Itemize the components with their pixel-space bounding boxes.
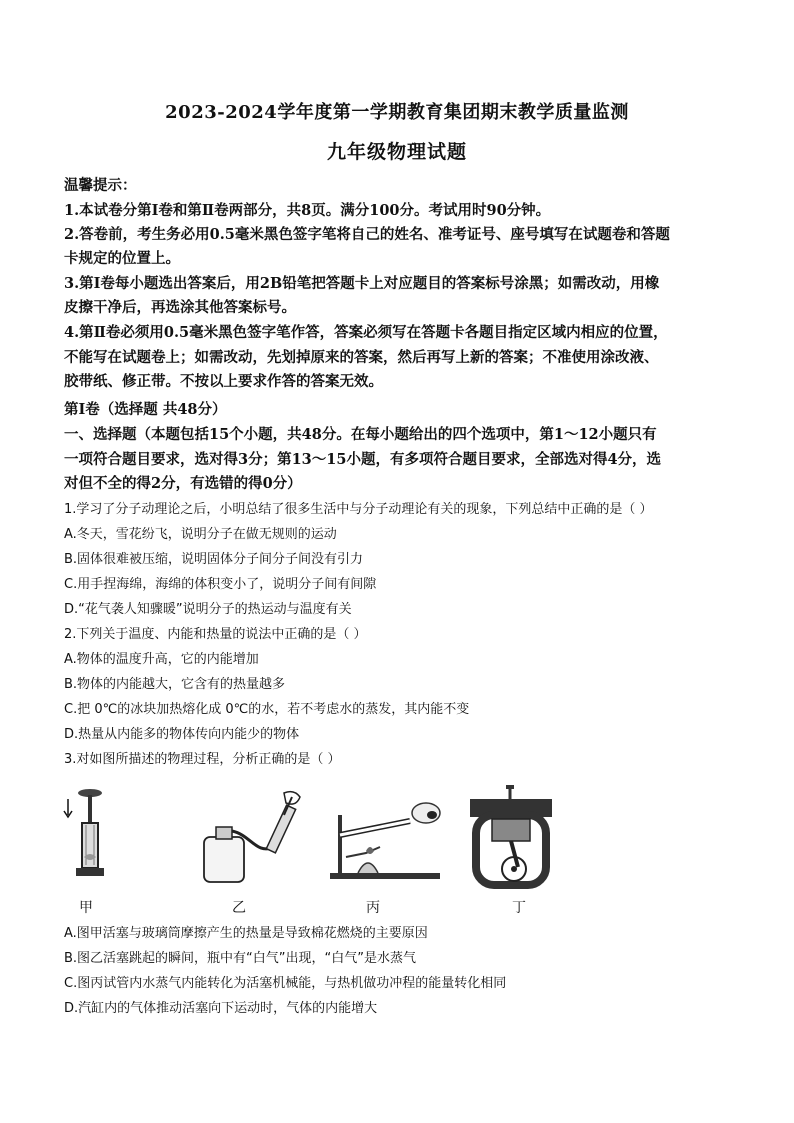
tips-line: 胶带纸、修正带。不按以上要求作答的答案无效。 bbox=[64, 373, 383, 390]
question-2-option-b: B.物体的内能越大，它含有的热量越多 bbox=[64, 677, 286, 692]
tips-line: 不能写在试题卷上；如需改动，先划掉原来的答案，然后再写上新的答案；不准使用涂改液、 bbox=[64, 349, 659, 366]
tips-line: 皮擦干净后，再选涂其他答案标号。 bbox=[64, 299, 296, 316]
exam-title: 2023-2024学年度第一学期教育集团期末教学质量监测 bbox=[165, 102, 629, 123]
engine-cylinder-figure bbox=[466, 785, 556, 895]
question-3-option-b: B.图乙活塞跳起的瞬间，瓶中有“白气”出现，“白气”是水蒸气 bbox=[64, 951, 416, 966]
question-3-option-d: D.汽缸内的气体推动活塞向下运动时，气体的内能增大 bbox=[64, 1001, 378, 1016]
question-1-stem: 1.学习了分子动理论之后，小明总结了很多生活中与分子动理论有关的现象，下列总结中正确的是（ ） bbox=[64, 502, 653, 517]
question-1-option-d: D.“花气袭人知骤暖”说明分子的热运动与温度有关 bbox=[64, 602, 352, 617]
question-2-stem: 2.下列关于温度、内能和热量的说法中正确的是（ ） bbox=[64, 627, 367, 642]
tips-line: 1.本试卷分第Ⅰ卷和第Ⅱ卷两部分，共8页。满分100分。考试用时90分钟。 bbox=[64, 202, 551, 219]
tips-line: 卡规定的位置上。 bbox=[64, 250, 180, 267]
question-3-option-a: A.图甲活塞与玻璃筒摩擦产生的热量是导致棉花燃烧的主要原因 bbox=[64, 926, 428, 941]
pump-bottle-figure bbox=[196, 785, 316, 885]
tips-line: 4.第Ⅱ卷必须用0.5毫米黑色签字笔作答，答案必须写在答题卡各题目指定区域内相应的位置， bbox=[64, 324, 668, 341]
section-instructions: 对但不全的得2分，有选错的得0分） bbox=[64, 475, 302, 492]
tips-heading: 温馨提示： bbox=[64, 177, 137, 194]
part1-heading: 第Ⅰ卷（选择题 共48分） bbox=[64, 401, 227, 418]
fire-piston-figure bbox=[62, 785, 112, 885]
question-2-option-c: C.把 0℃的冰块加热熔化成 0℃的水，若不考虑水的蒸发，其内能不变 bbox=[64, 702, 470, 717]
tips-line: 3.第Ⅰ卷每小题选出答案后，用2B铅笔把答题卡上对应题目的答案标号涂黑；如需改动，用橡 bbox=[64, 275, 660, 292]
section-instructions: 一、选择题（本题包括15个小题，共48分。在每小题给出的四个选项中，第1～12小题只有 bbox=[64, 426, 657, 443]
figure-label-yi: 乙 bbox=[232, 900, 246, 916]
figure-label-jia: 甲 bbox=[79, 900, 93, 916]
question-2-option-d: D.热量从内能多的物体传向内能少的物体 bbox=[64, 727, 300, 742]
question-1-option-c: C.用手捏海绵，海绵的体积变小了，说明分子间有间隙 bbox=[64, 577, 377, 592]
figure-label-ding: 丁 bbox=[512, 900, 526, 916]
section-instructions: 一项符合题目要求，选对得3分；第13～15小题，有多项符合题目要求，全部选对得4分，选 bbox=[64, 451, 662, 468]
tips-line: 2.答卷前，考生务必用0.5毫米黑色签字笔将自己的姓名、准考证号、座号填写在试题卷和答题 bbox=[64, 226, 670, 243]
test-tube-heating-figure bbox=[328, 785, 458, 885]
question-2-option-a: A.物体的温度升高，它的内能增加 bbox=[64, 652, 259, 667]
question-1-option-b: B.固体很难被压缩，说明固体分子间分子间没有引力 bbox=[64, 552, 364, 567]
figure-label-bing: 丙 bbox=[366, 900, 380, 916]
question-3-option-c: C.图丙试管内水蒸气内能转化为活塞机械能，与热机做功冲程的能量转化相同 bbox=[64, 976, 507, 991]
question-3-stem: 3.对如图所描述的物理过程，分析正确的是（ ） bbox=[64, 752, 341, 767]
question-1-option-a: A.冬天，雪花纷飞，说明分子在做无规则的运动 bbox=[64, 527, 337, 542]
exam-subtitle: 九年级物理试题 bbox=[326, 141, 467, 163]
